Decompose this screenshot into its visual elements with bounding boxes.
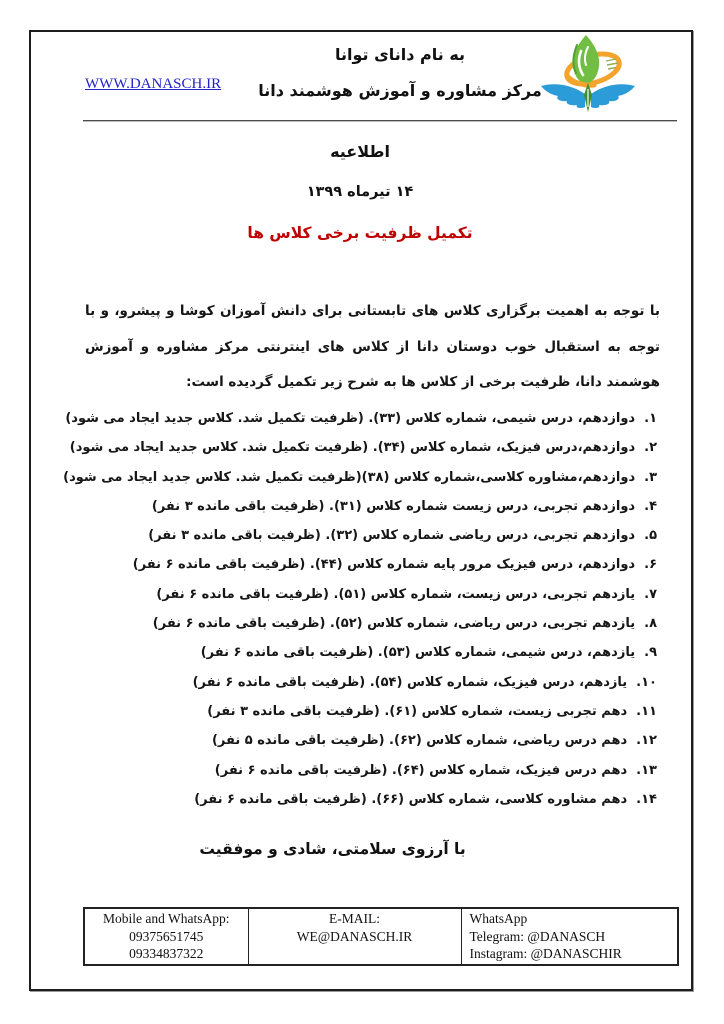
notice-title: اطلاعیه xyxy=(330,142,390,161)
list-item xyxy=(85,521,657,550)
contact-email-label: E-MAIL: xyxy=(329,911,380,926)
list-item xyxy=(85,668,657,697)
list-item-number: ۹. xyxy=(644,645,657,661)
list-item xyxy=(85,697,657,726)
list-item-text: یازدهم تجربی، درس زیست، شماره کلاس (۵۱). (ظرفیت باقی مانده ۶ نفر) xyxy=(156,586,636,602)
list-item-text: دوازدهم،مشاوره کلاسی،شماره کلاس (۳۸)(ظرفیت تکمیل شد. کلاس جدید ایجاد می شود) xyxy=(63,469,636,485)
list-item-text: یازدهم تجربی، درس ریاضی، شماره کلاس (۵۲). (ظرفیت باقی مانده ۶ نفر) xyxy=(152,616,636,632)
header-org-name: مرکز مشاوره و آموزش هوشمند دانا xyxy=(258,81,542,100)
closing-line: با آرزوی سلامتی، شادی و موفقیت xyxy=(199,840,466,858)
list-item-number: ۱۳. xyxy=(636,762,657,778)
list-item-number: ۱۰. xyxy=(636,674,657,690)
list-item-text: دوازدهم تجربی، درس ریاضی شماره کلاس (۳۲). (ظرفیت باقی مانده ۳ نفر) xyxy=(148,528,636,544)
contact-whatsapp: WhatsApp xyxy=(469,911,528,926)
contact-email-value: WE@DANASCH.IR xyxy=(296,928,413,944)
list-item-text: دوازدهم تجربی، درس زیست شماره کلاس (۳۱). (ظرفیت باقی مانده ۳ نفر) xyxy=(151,498,636,514)
header-bismillah: به نام دانای توانا xyxy=(334,45,466,64)
contact-telegram: Telegram: @DANASCH xyxy=(469,928,606,944)
contact-email-cell xyxy=(248,908,461,965)
danasch-logo-icon xyxy=(530,33,646,117)
class-list xyxy=(63,404,657,814)
list-item-text: دوازدهم، درس فیزیک مرور پایه شماره کلاس (۴۴). (ظرفیت باقی مانده ۶ نفر) xyxy=(132,557,636,573)
list-item-number: ۲. xyxy=(644,440,657,456)
list-item-text: دهم مشاوره کلاسی، شماره کلاس (۶۶). (ظرفیت باقی مانده ۶ نفر) xyxy=(194,791,628,807)
contact-mobile-number-2: 09334837322 xyxy=(129,946,204,961)
list-item xyxy=(85,609,657,638)
list-item-text: دهم درس فیزیک، شماره کلاس (۶۴). (ظرفیت باقی مانده ۶ نفر) xyxy=(214,762,628,778)
list-item-number: ۴. xyxy=(644,498,657,514)
list-item-number: ۵. xyxy=(644,528,657,544)
list-item-text: دهم تجربی زیست، شماره کلاس (۶۱). (ظرفیت باقی مانده ۳ نفر) xyxy=(207,703,628,719)
list-item-number: ۱۱. xyxy=(636,703,657,719)
list-item-number: ۱۲. xyxy=(636,733,657,749)
list-item-number: ۱. xyxy=(644,411,657,426)
list-item xyxy=(85,580,657,609)
list-item xyxy=(69,433,657,462)
contact-table xyxy=(83,907,679,966)
list-item xyxy=(85,492,657,521)
list-item-text: دوازدهم،درس فیزیک، شماره کلاس (۳۴). (ظرفیت تکمیل شد. کلاس جدید ایجاد می شود) xyxy=(69,440,636,456)
list-item-text: یازدهم، درس شیمی، شماره کلاس (۵۳). (ظرفیت باقی مانده ۶ نفر) xyxy=(200,645,636,661)
list-item xyxy=(63,463,657,492)
list-item-number: ۸. xyxy=(644,616,657,632)
contact-instagram: Instagram: @DANASCHIR xyxy=(469,946,622,961)
notice-body: با توجه به اهمیت برگزاری کلاس های تابستانی برای دانش آموزان کوشا و پیشرو، و با توجه به استقبال خوب دوستان دانا از کلاس های اینترنتی مرکز مشاوره و آموزش هوشمند دانا، ظرفیت برخی از کلاس ها به شرح زیر تکمیل گردیده است: xyxy=(85,303,660,390)
list-item xyxy=(85,550,657,579)
contact-mobile-cell xyxy=(84,908,248,965)
website-link[interactable]: WWW.DANASCH.IR xyxy=(85,76,222,92)
list-item xyxy=(85,756,657,785)
list-item-text: یازدهم، درس فیزیک، شماره کلاس (۵۴). (ظرفیت باقی مانده ۶ نفر) xyxy=(192,674,628,690)
list-item xyxy=(85,726,657,755)
list-item xyxy=(85,785,657,814)
notice-date: ۱۴ تیرماه ۱۳۹۹ xyxy=(306,184,414,200)
contact-mobile-number-1: 09375651745 xyxy=(129,928,204,944)
list-item xyxy=(85,638,657,667)
list-item-text: دوازدهم، درس شیمی، شماره کلاس (۳۳). (ظرفیت تکمیل شد. کلاس جدید ایجاد می شود) xyxy=(65,411,636,426)
list-item-number: ۳. xyxy=(644,469,657,485)
notice-subject: تکمیل ظرفیت برخی کلاس ها xyxy=(247,224,473,242)
header-divider xyxy=(83,120,677,122)
list-item-number: ۱۴. xyxy=(636,791,657,807)
contact-mobile-label: Mobile and WhatsApp: xyxy=(103,911,230,926)
list-item-number: ۷. xyxy=(644,586,657,602)
list-item-text: دهم درس ریاضی، شماره کلاس (۶۲). (ظرفیت باقی مانده ۵ نفر) xyxy=(211,733,628,749)
list-item-number: ۶. xyxy=(644,557,657,573)
list-item xyxy=(65,404,657,433)
contact-social-cell xyxy=(461,908,678,965)
